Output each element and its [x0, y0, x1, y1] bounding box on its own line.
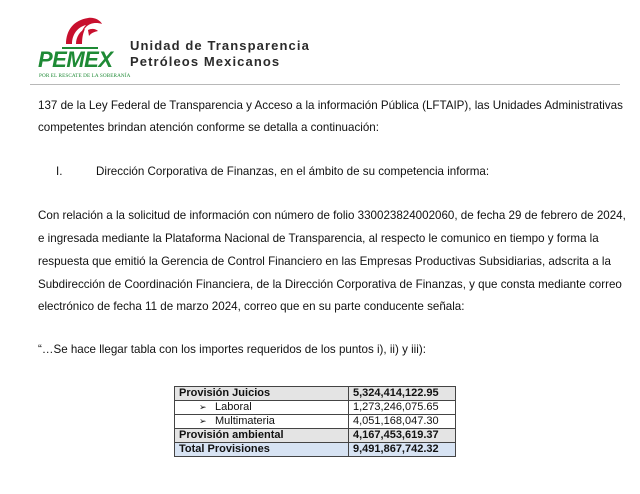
header-divider [30, 84, 620, 85]
table-cell-value: 4,167,453,619.37 [349, 429, 456, 443]
table-cell-label [175, 401, 349, 415]
paragraph-line: electrónico de fecha 11 de marzo 2024, correo que en su parte conducente señala: [38, 300, 465, 313]
paragraph-line: Subdirección de Coordinación Financiera, de la Dirección Corporativa de Finanzas, y que consta mediante correo [38, 278, 622, 291]
table-row [175, 415, 456, 429]
table-cell-value: 9,491,867,742.32 [349, 443, 456, 457]
org-line-1: Unidad de Transparencia [130, 38, 310, 53]
table-cell-label [175, 415, 349, 429]
row-label: Laboral [215, 401, 252, 413]
arrow-bullet-icon: ➢ [199, 402, 207, 412]
pemex-eagle-icon [58, 14, 104, 50]
org-line-2: Petróleos Mexicanos [130, 54, 281, 69]
document-header [30, 14, 620, 86]
paragraph-line: 137 de la Ley Federal de Transparencia y Acceso a la información Pública (LFTAIP), las Unidades Administrativas [38, 99, 623, 112]
quote-line: “…Se hace llegar tabla con los importes requeridos de los puntos i), ii) y iii): [38, 343, 426, 356]
table-row [175, 429, 456, 443]
table-cell-label: Total Provisiones [175, 443, 349, 457]
table-cell-label: Provisión Juicios [175, 387, 349, 401]
logo-wordmark: PEMEX [38, 47, 113, 72]
provisions-table [174, 386, 456, 457]
section-title: Dirección Corporativa de Finanzas, en el ámbito de su competencia informa: [96, 165, 490, 178]
row-label: Multimateria [215, 415, 275, 427]
table-cell-value: 4,051,168,047.30 [349, 415, 456, 429]
table-cell-value: 5,324,414,122.95 [349, 387, 456, 401]
logo-tagline: POR EL RESCATE DE LA SOBERANÍA [39, 73, 131, 79]
paragraph-line: e ingresada mediante la Plataforma Nacional de Transparencia, al respecto le comunico en tiempo y forma la [38, 232, 599, 245]
paragraph-line: Con relación a la solicitud de información con número de folio 330023824002060, de fecha 29 de febrero de 2024, [38, 209, 626, 222]
paragraph-line: competentes brindan atención conforme se detalla a continuación: [38, 121, 379, 134]
table-row [175, 401, 456, 415]
paragraph-line: respuesta que emitió la Gerencia de Control Financiero en las Empresas Productivas Subsidiarias, adscrita a la [38, 255, 611, 268]
organization-name [130, 38, 310, 70]
table-cell-label: Provisión ambiental [175, 429, 349, 443]
table-cell-value: 1,273,246,075.65 [349, 401, 456, 415]
arrow-bullet-icon: ➢ [199, 416, 207, 426]
table-row [175, 387, 456, 401]
table-row-total [175, 443, 456, 457]
section-number: I. [56, 165, 63, 178]
